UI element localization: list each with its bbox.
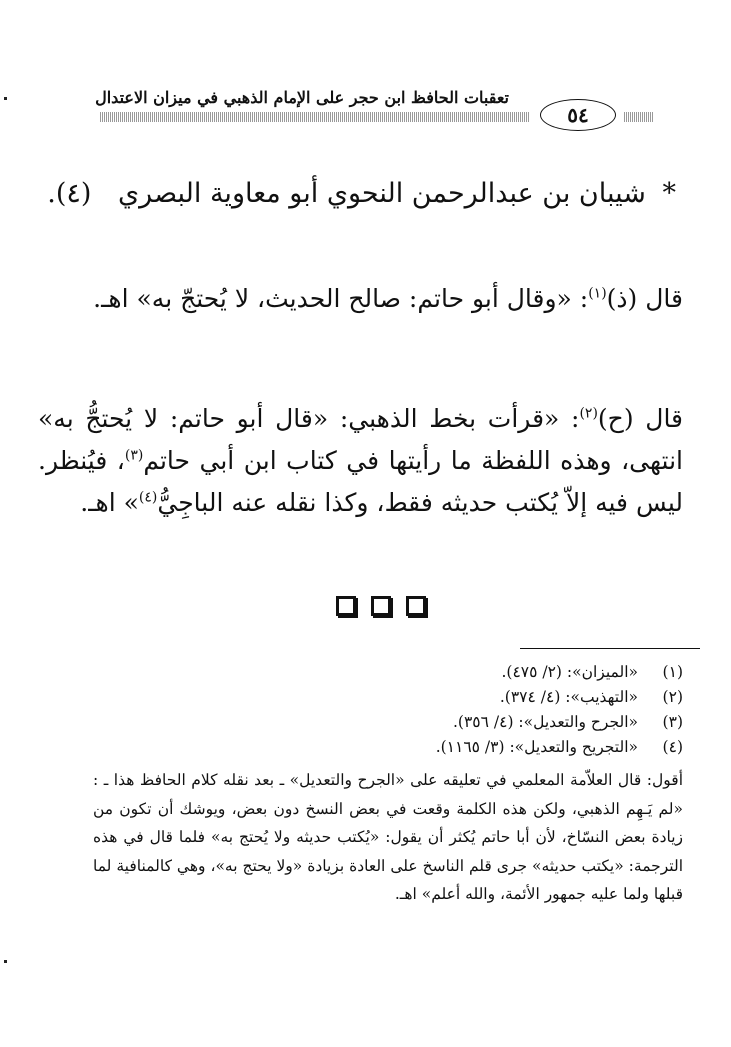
paragraph-hafiz bbox=[38, 398, 683, 524]
footnote bbox=[63, 660, 683, 685]
footnote-text: «الجرح والتعديل»: (٤/ ٣٥٦). bbox=[453, 713, 638, 731]
footnote-ref: (٣) bbox=[124, 447, 144, 464]
footnotes bbox=[63, 660, 683, 760]
paragraph-lead: قال (ذ) bbox=[606, 284, 683, 313]
running-title: تعقبات الحافظ ابن حجر على الإمام الذهبي في ميزان الاعتدال bbox=[95, 88, 509, 107]
footnote bbox=[63, 685, 683, 710]
paragraph-text: ، فيُنظر. ليس فيه إلاّ يُكتب حديثه فقط، وكذا نقله عنه الباجِيُّ bbox=[38, 446, 683, 517]
entry-name: شيبان بن عبدالرحمن النحوي أبو معاوية البصري bbox=[118, 178, 646, 209]
page-number: ٥٤ bbox=[567, 103, 589, 127]
paragraph-text: : «وقال أبو حاتم: صالح الحديث، لا يُحتجّ به» اهـ. bbox=[93, 284, 589, 313]
entry-heading bbox=[46, 174, 676, 214]
footnote bbox=[63, 735, 683, 760]
square-ornament-icon bbox=[371, 596, 391, 616]
square-ornament-icon bbox=[336, 596, 356, 616]
footnote-text: «التهذيب»: (٤/ ٣٧٤). bbox=[499, 688, 638, 706]
square-ornament-icon bbox=[406, 596, 426, 616]
footnote-separator bbox=[520, 648, 700, 649]
footnote bbox=[63, 710, 683, 735]
paragraph-text: » اهـ. bbox=[80, 488, 139, 517]
paragraph-lead: قال (ح) bbox=[597, 404, 684, 433]
asterisk-icon: * bbox=[662, 178, 676, 209]
footnote-ref: (٢) bbox=[579, 405, 598, 422]
footnote-ref: (٤) bbox=[138, 489, 158, 506]
section-ornament bbox=[336, 596, 426, 622]
footnote-number: (١) bbox=[662, 663, 683, 681]
paragraph-text: : «قرأت بخط الذهبي: «قال أبو حاتم: لا يُحتجُّ به» انتهى، وهذه اللفظة ما رأيتها في كتاب ابن أبي حاتم bbox=[38, 404, 683, 475]
scan-mark bbox=[4, 960, 7, 963]
scan-mark bbox=[4, 97, 7, 100]
header-rule-right bbox=[624, 112, 654, 122]
footnote-number: (٤) bbox=[662, 738, 683, 756]
entry-ref: (٤). bbox=[47, 178, 92, 209]
footnote-text: «التجريح والتعديل»: (٣/ ١١٦٥). bbox=[435, 738, 638, 756]
page-number-oval bbox=[540, 99, 616, 131]
footnote-ref: (١) bbox=[588, 285, 607, 302]
header-rule bbox=[100, 112, 530, 122]
footnote-text: «الميزان»: (٢/ ٤٧٥). bbox=[501, 663, 638, 681]
footnote-number: (٢) bbox=[662, 688, 683, 706]
footnote-number: (٣) bbox=[662, 713, 683, 731]
footnote-commentary: أقول: قال العلاّمة المعلمي في تعليقه على «الجرح والتعديل» ـ بعد نقله كلام الحافظ هذا ـ : «لم يَـهِم الذهبي، ولكن هذه الكلمة وقعت في بعض النسخ دون بعض، ويوشك أن تكون من زيادة بعض النسّاخ، لأن أبا حاتم يُكثر أن يقول: «يُكتب حديثه ولا يُحتج به» فلما قال في هذه الترجمة: «يكتب حديثه» جرى قلم الناسخ على العادة بزيادة «ولا يحتج به»، وهي كالمنافية لما قبلها ولما عليه جمهور الأئمة، والله أعلم» اهـ. bbox=[93, 771, 683, 903]
paragraph-dhahabi bbox=[38, 278, 683, 320]
